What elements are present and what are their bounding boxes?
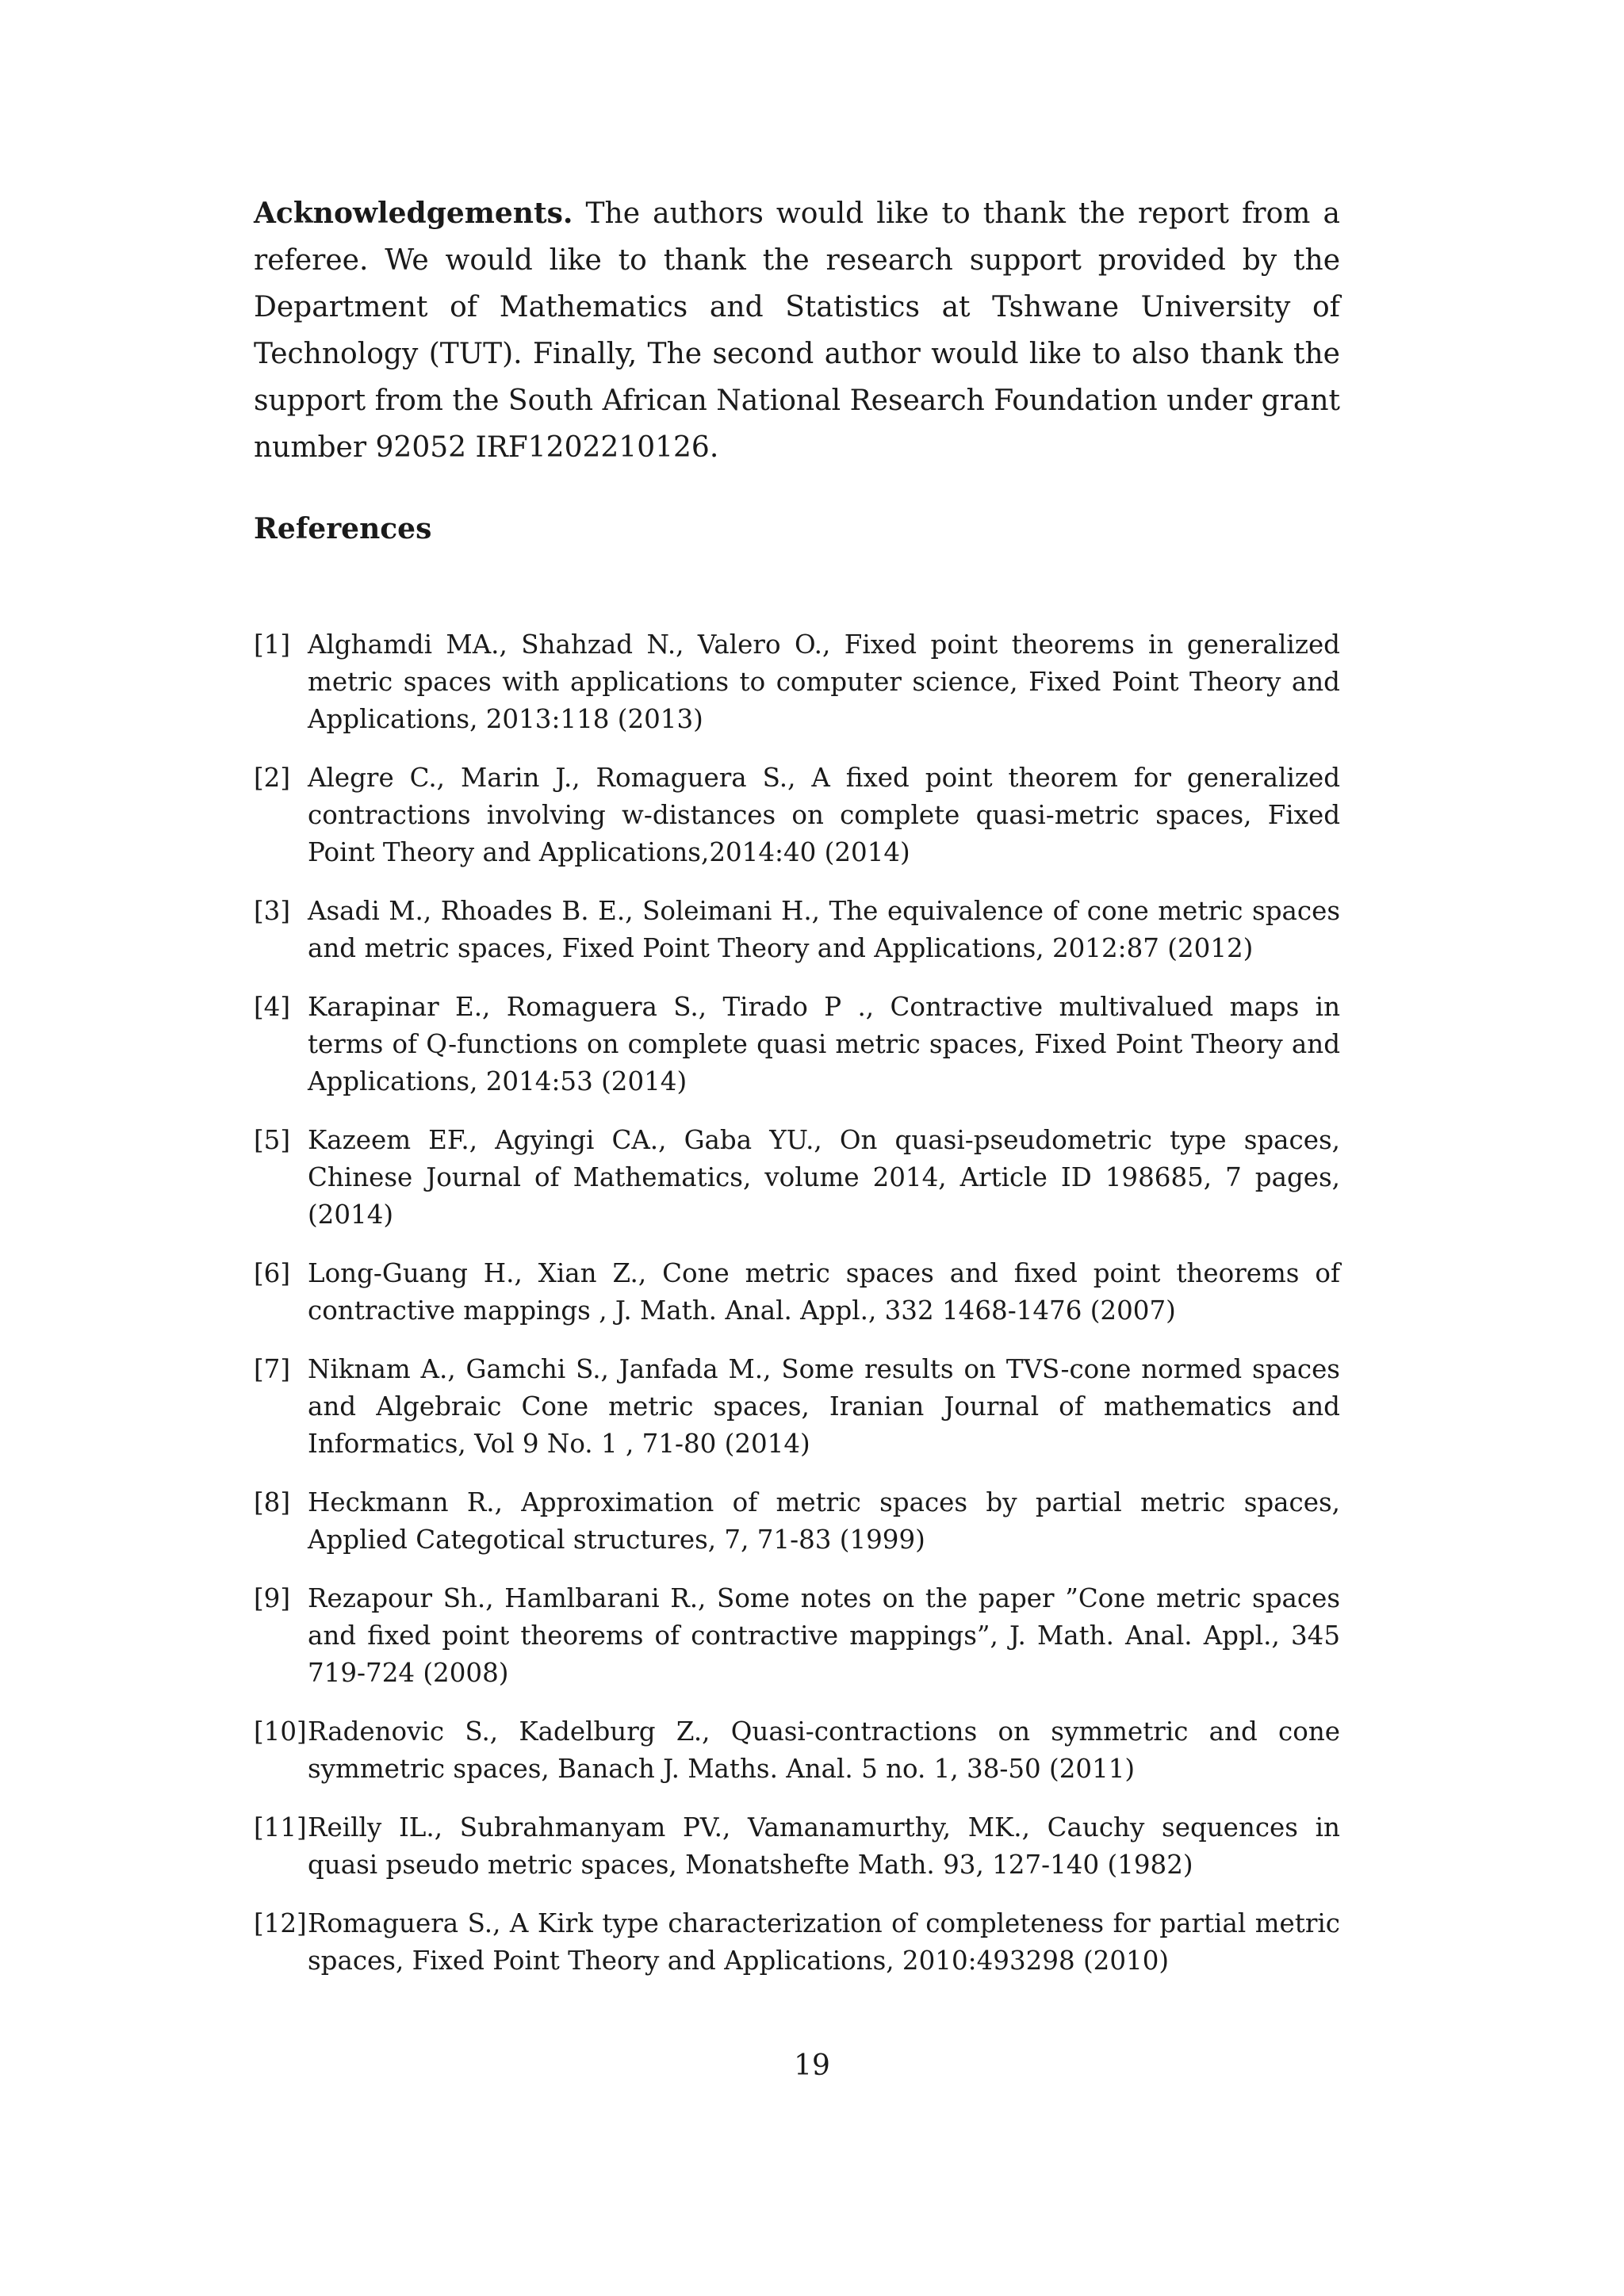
reference-text: Kazeem EF., Agyingi CA., Gaba YU., On quasi-pseudometric type spaces, Chinese Journal of Mathematics, volume 2014, Article ID 198685, 7 pages, (2014) [308,1125,1340,1230]
reference-number: [3] [254,896,291,926]
reference-text: Romaguera S., A Kirk type characterization of completeness for partial metric spaces, Fixed Point Theory and Applications, 2010:493298 (2010) [308,1908,1340,1976]
reference-number: [1] [254,629,291,660]
reference-number: [4] [254,992,291,1022]
page-content [254,190,1340,1976]
reference-item [254,1905,1340,1980]
reference-number: [7] [254,1354,291,1384]
reference-item [254,1713,1340,1788]
reference-text: Long-Guang H., Xian Z., Cone metric spaces and fixed point theorems of contractive mappings , J. Math. Anal. Appl., 332 1468-1476 (2007) [308,1258,1340,1326]
acknowledgements-paragraph [254,190,1340,471]
reference-text: Niknam A., Gamchi S., Janfada M., Some results on TVS-cone normed spaces and Algebraic Cone metric spaces, Iranian Journal of mathematics and Informatics, Vol 9 No. 1 , 71-80 (2014) [308,1354,1340,1459]
reference-item [254,989,1340,1100]
reference-item [254,893,1340,967]
reference-text: Asadi M., Rhoades B. E., Soleimani H., The equivalence of cone metric spaces and metric spaces, Fixed Point Theory and Applications, 2012:87 (2012) [308,896,1340,963]
reference-list [254,626,1340,2001]
reference-text: Karapinar E., Romaguera S., Tirado P ., Contractive multivalued maps in terms of Q-functions on complete quasi metric spaces, Fixed Point Theory and Applications, 2014:53 (2014) [308,992,1340,1096]
reference-number: [10] [254,1716,307,1747]
reference-item [254,1580,1340,1692]
reference-number: [8] [254,1487,291,1517]
reference-text: Alegre C., Marin J., Romaguera S., A fixed point theorem for generalized contractions involving w-distances on complete quasi-metric spaces, Fixed Point Theory and Applications,2014:40 (2014) [308,763,1340,867]
reference-item [254,1484,1340,1559]
reference-text: Alghamdi MA., Shahzad N., Valero O., Fixed point theorems in generalized metric spaces with applications to computer science, Fixed Point Theory and Applications, 2013:118 (2013) [308,629,1340,734]
reference-number: [2] [254,763,291,793]
reference-number: [12] [254,1908,307,1938]
reference-text: Heckmann R., Approximation of metric spaces by partial metric spaces, Applied Categotical structures, 7, 71-83 (1999) [308,1487,1340,1555]
reference-number: [9] [254,1583,291,1613]
page-number: 19 [794,2049,830,2082]
acknowledgements-heading: Acknowledgements. [254,197,573,230]
reference-text: Radenovic S., Kadelburg Z., Quasi-contractions on symmetric and cone symmetric spaces, Banach J. Maths. Anal. 5 no. 1, 38-50 (2011) [308,1716,1340,1784]
reference-number: [6] [254,1258,291,1288]
reference-text: Reilly IL., Subrahmanyam PV., Vamanamurthy, MK., Cauchy sequences in quasi pseudo metric spaces, Monatshefte Math. 93, 127-140 (1982) [308,1812,1340,1880]
reference-item [254,1351,1340,1463]
references-heading: References [254,512,432,545]
reference-item [254,1122,1340,1234]
acknowledgements-text: The authors would like to thank the report from a referee. We would like to thank the research support provided by the Department of Mathematics and Statistics at Tshwane University of Technology (TUT). Finally, The second author would like to also thank the support from the South African National Research Foundation under grant number 92052 IRF1202210126. [254,197,1340,464]
reference-item [254,1809,1340,1884]
reference-number: [5] [254,1125,291,1155]
reference-item [254,760,1340,871]
reference-item [254,1255,1340,1330]
reference-number: [11] [254,1812,307,1843]
reference-text: Rezapour Sh., Hamlbarani R., Some notes on the paper ”Cone metric spaces and fixed point theorems of contractive mappings”, J. Math. Anal. Appl., 345 719-724 (2008) [308,1583,1340,1688]
reference-item [254,626,1340,738]
